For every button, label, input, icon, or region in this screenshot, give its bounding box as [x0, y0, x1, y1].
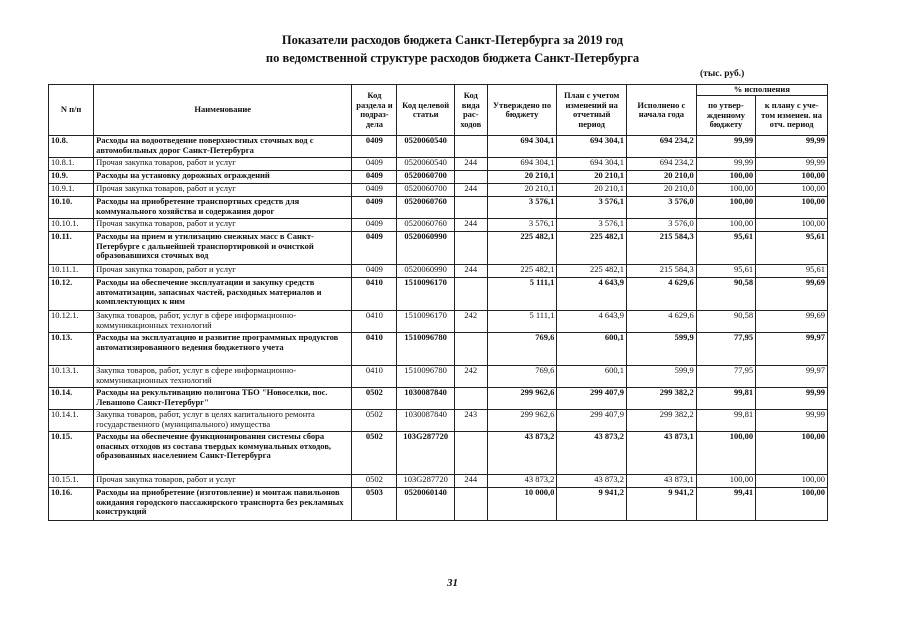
- cell-approved: 5 111,1: [487, 278, 557, 311]
- cell-vid: 244: [454, 265, 487, 278]
- table-row: [49, 171, 828, 184]
- table-row: [49, 410, 828, 432]
- cell-statia: 1030087840: [397, 410, 454, 432]
- cell-plan: 9 941,2: [557, 488, 627, 521]
- cell-executed: 20 210,0: [627, 184, 697, 197]
- cell-name: Прочая закупка товаров, работ и услуг: [94, 184, 352, 197]
- cell-statia: 0520060540: [397, 158, 454, 171]
- cell-vid: [454, 278, 487, 311]
- header-name: Наименование: [94, 85, 352, 136]
- table-row: [49, 136, 828, 158]
- cell-vid: [454, 171, 487, 184]
- table-row: [49, 488, 828, 521]
- cell-num: 10.13.1.: [49, 366, 94, 388]
- cell-pct-plan: 99,99: [756, 388, 828, 410]
- cell-pct-plan: 99,99: [756, 158, 828, 171]
- table-row: [49, 278, 828, 311]
- cell-num: 10.8.1.: [49, 158, 94, 171]
- cell-vid: 244: [454, 158, 487, 171]
- cell-num: 10.16.: [49, 488, 94, 521]
- cell-statia: 103G287720: [397, 475, 454, 488]
- cell-plan: 20 210,1: [557, 171, 627, 184]
- cell-name: Расходы на обеспечение эксплуатации и закупку средств автоматизации, запасных частей, расходных материалов и комплектующих к ним: [94, 278, 352, 311]
- cell-statia: 0520060700: [397, 184, 454, 197]
- cell-pct-approved: 100,00: [696, 219, 755, 232]
- cell-vid: [454, 232, 487, 265]
- cell-executed: 215 584,3: [627, 265, 697, 278]
- cell-vid: [454, 388, 487, 410]
- header-approved: Утверждено по бюджету: [487, 85, 557, 136]
- cell-plan: 225 482,1: [557, 265, 627, 278]
- cell-plan: 43 873,2: [557, 432, 627, 475]
- cell-num: 10.11.1.: [49, 265, 94, 278]
- table-row: [49, 366, 828, 388]
- cell-pct-plan: 99,69: [756, 311, 828, 333]
- report-subtitle: по ведомственной структуре расходов бюджета Санкт-Петербурга: [265, 51, 640, 65]
- cell-pct-plan: 100,00: [756, 475, 828, 488]
- cell-pct-plan: 99,99: [756, 136, 828, 158]
- cell-pct-plan: 100,00: [756, 197, 828, 219]
- cell-plan: 3 576,1: [557, 219, 627, 232]
- table-row: [49, 232, 828, 265]
- cell-name: Расходы на рекультивацию полигона ТБО "Новоселки, пос. Левашово Санкт-Петербург": [94, 388, 352, 410]
- cell-plan: 299 407,9: [557, 410, 627, 432]
- cell-executed: 599,9: [627, 333, 697, 366]
- cell-plan: 225 482,1: [557, 232, 627, 265]
- cell-razdel: 0410: [352, 311, 397, 333]
- header-vid: Код вида рас-ходов: [454, 85, 487, 136]
- cell-num: 10.13.: [49, 333, 94, 366]
- cell-razdel: 0502: [352, 388, 397, 410]
- header-plan: План с учетом изменений на отчетный период: [557, 85, 627, 136]
- cell-pct-approved: 99,99: [696, 158, 755, 171]
- header-statia: Код целевой статьи: [397, 85, 454, 136]
- cell-pct-plan: 100,00: [756, 184, 828, 197]
- cell-pct-approved: 99,81: [696, 388, 755, 410]
- cell-approved: 769,6: [487, 333, 557, 366]
- cell-vid: [454, 197, 487, 219]
- cell-approved: 225 482,1: [487, 232, 557, 265]
- cell-pct-approved: 77,95: [696, 366, 755, 388]
- cell-approved: 10 000,0: [487, 488, 557, 521]
- cell-pct-approved: 100,00: [696, 475, 755, 488]
- cell-razdel: 0502: [352, 410, 397, 432]
- table-row: [49, 311, 828, 333]
- cell-statia: 0520060700: [397, 171, 454, 184]
- cell-num: 10.12.: [49, 278, 94, 311]
- cell-pct-plan: 99,97: [756, 366, 828, 388]
- cell-statia: 1030087840: [397, 388, 454, 410]
- cell-pct-plan: 100,00: [756, 432, 828, 475]
- cell-executed: 43 873,1: [627, 475, 697, 488]
- header-percent-approved: по утвер-жденному бюджету: [696, 96, 755, 136]
- cell-razdel: 0409: [352, 265, 397, 278]
- cell-statia: 103G287720: [397, 432, 454, 475]
- cell-plan: 299 407,9: [557, 388, 627, 410]
- cell-name: Расходы на водоотведение поверхностных сточных вод с автомобильных дорог Санкт-Петербурга: [94, 136, 352, 158]
- cell-executed: 4 629,6: [627, 311, 697, 333]
- cell-name: Закупка товаров, работ, услуг в сфере информационно-коммуникационных технологий: [94, 366, 352, 388]
- cell-num: 10.8.: [49, 136, 94, 158]
- cell-statia: 1510096780: [397, 366, 454, 388]
- cell-pct-approved: 77,95: [696, 333, 755, 366]
- table-row: [49, 475, 828, 488]
- expenses-table: [48, 84, 828, 521]
- cell-name: Расходы на эксплуатацию и развитие программных продуктов автоматизированного ведения бюджетного учета: [94, 333, 352, 366]
- cell-razdel: 0503: [352, 488, 397, 521]
- cell-razdel: 0409: [352, 232, 397, 265]
- cell-executed: 215 584,3: [627, 232, 697, 265]
- cell-approved: 43 873,2: [487, 432, 557, 475]
- table-row: [49, 388, 828, 410]
- cell-vid: 242: [454, 366, 487, 388]
- cell-plan: 43 873,2: [557, 475, 627, 488]
- cell-num: 10.10.: [49, 197, 94, 219]
- cell-statia: 0520060990: [397, 265, 454, 278]
- cell-num: 10.14.1.: [49, 410, 94, 432]
- cell-num: 10.11.: [49, 232, 94, 265]
- cell-approved: 299 962,6: [487, 388, 557, 410]
- table-row: [49, 219, 828, 232]
- cell-razdel: 0409: [352, 158, 397, 171]
- cell-razdel: 0409: [352, 184, 397, 197]
- cell-razdel: 0409: [352, 171, 397, 184]
- cell-razdel: 0502: [352, 432, 397, 475]
- header-percent-plan: к плану с уче-том изменен. на отч. период: [756, 96, 828, 136]
- cell-approved: 3 576,1: [487, 197, 557, 219]
- cell-pct-approved: 90,58: [696, 311, 755, 333]
- cell-name: Прочая закупка товаров, работ и услуг: [94, 158, 352, 171]
- header-executed: Исполнено с начала года: [627, 85, 697, 136]
- cell-razdel: 0410: [352, 366, 397, 388]
- cell-approved: 43 873,2: [487, 475, 557, 488]
- cell-name: Расходы на прием и утилизацию снежных масс в Санкт-Петербурге с дальнейшей транспортировкой и очисткой образовавшихся сточных вод: [94, 232, 352, 265]
- cell-executed: 299 382,2: [627, 388, 697, 410]
- cell-vid: 244: [454, 219, 487, 232]
- cell-pct-approved: 100,00: [696, 171, 755, 184]
- cell-executed: 4 629,6: [627, 278, 697, 311]
- cell-vid: [454, 333, 487, 366]
- cell-pct-plan: 95,61: [756, 265, 828, 278]
- cell-plan: 600,1: [557, 333, 627, 366]
- units-label: (тыс. руб.): [700, 69, 745, 79]
- cell-razdel: 0409: [352, 197, 397, 219]
- cell-plan: 20 210,1: [557, 184, 627, 197]
- cell-razdel: 0502: [352, 475, 397, 488]
- table-row: [49, 432, 828, 475]
- cell-plan: 600,1: [557, 366, 627, 388]
- cell-executed: 9 941,2: [627, 488, 697, 521]
- page-number: 31: [447, 577, 458, 589]
- cell-executed: 694 234,2: [627, 158, 697, 171]
- cell-plan: 3 576,1: [557, 197, 627, 219]
- cell-statia: 1510096170: [397, 311, 454, 333]
- table-row: [49, 197, 828, 219]
- table-row: [49, 265, 828, 278]
- header-razdel: Код раздела и подраз-дела: [352, 85, 397, 136]
- cell-vid: 244: [454, 475, 487, 488]
- cell-num: 10.12.1.: [49, 311, 94, 333]
- cell-approved: 5 111,1: [487, 311, 557, 333]
- header-num: N п/п: [49, 85, 94, 136]
- cell-name: Закупка товаров, работ, услуг в целях капитального ремонта государственного (муниципального) имущества: [94, 410, 352, 432]
- cell-num: 10.14.: [49, 388, 94, 410]
- cell-num: 10.15.: [49, 432, 94, 475]
- cell-statia: 1510096780: [397, 333, 454, 366]
- table-row: [49, 184, 828, 197]
- cell-approved: 694 304,1: [487, 158, 557, 171]
- cell-executed: 43 873,1: [627, 432, 697, 475]
- cell-pct-plan: 95,61: [756, 232, 828, 265]
- cell-statia: 1510096170: [397, 278, 454, 311]
- cell-statia: 0520060140: [397, 488, 454, 521]
- cell-plan: 4 643,9: [557, 311, 627, 333]
- cell-num: 10.15.1.: [49, 475, 94, 488]
- cell-name: Прочая закупка товаров, работ и услуг: [94, 475, 352, 488]
- cell-executed: 3 576,0: [627, 197, 697, 219]
- cell-num: 10.9.: [49, 171, 94, 184]
- cell-approved: 299 962,6: [487, 410, 557, 432]
- cell-pct-approved: 90,58: [696, 278, 755, 311]
- report-title: Показатели расходов бюджета Санкт-Петербурга за 2019 год: [281, 33, 624, 47]
- cell-name: Расходы на обеспечение функционирования системы сбора опасных отходов из состава твердых коммунальных отходов, образованных населением Санкт-Петербурга: [94, 432, 352, 475]
- cell-plan: 694 304,1: [557, 158, 627, 171]
- cell-approved: 225 482,1: [487, 265, 557, 278]
- cell-razdel: 0410: [352, 278, 397, 311]
- cell-razdel: 0409: [352, 219, 397, 232]
- cell-approved: 769,6: [487, 366, 557, 388]
- cell-pct-plan: 99,69: [756, 278, 828, 311]
- cell-pct-approved: 95,61: [696, 232, 755, 265]
- cell-name: Расходы на приобретение (изготовление) и монтаж павильонов ожидания городского пассажирского транспорта без рекламных конструкций: [94, 488, 352, 521]
- cell-razdel: 0409: [352, 136, 397, 158]
- cell-pct-plan: 99,99: [756, 410, 828, 432]
- cell-pct-approved: 99,41: [696, 488, 755, 521]
- cell-vid: [454, 136, 487, 158]
- cell-pct-plan: 100,00: [756, 488, 828, 521]
- cell-pct-approved: 100,00: [696, 184, 755, 197]
- cell-pct-approved: 99,99: [696, 136, 755, 158]
- cell-num: 10.10.1.: [49, 219, 94, 232]
- cell-pct-approved: 99,81: [696, 410, 755, 432]
- cell-statia: 0520060990: [397, 232, 454, 265]
- cell-vid: [454, 488, 487, 521]
- cell-razdel: 0410: [352, 333, 397, 366]
- cell-pct-plan: 99,97: [756, 333, 828, 366]
- cell-executed: 3 576,0: [627, 219, 697, 232]
- cell-statia: 0520060540: [397, 136, 454, 158]
- header-percent: % исполнения: [696, 85, 827, 96]
- cell-approved: 3 576,1: [487, 219, 557, 232]
- cell-pct-plan: 100,00: [756, 171, 828, 184]
- cell-name: Расходы на приобретение транспортных средств для коммунального хозяйства и содержания дорог: [94, 197, 352, 219]
- cell-pct-approved: 100,00: [696, 197, 755, 219]
- cell-executed: 20 210,0: [627, 171, 697, 184]
- cell-statia: 0520060760: [397, 197, 454, 219]
- cell-statia: 0520060760: [397, 219, 454, 232]
- table-body: [49, 136, 828, 521]
- cell-plan: 694 304,1: [557, 136, 627, 158]
- cell-name: Прочая закупка товаров, работ и услуг: [94, 219, 352, 232]
- cell-executed: 299 382,2: [627, 410, 697, 432]
- cell-name: Закупка товаров, работ, услуг в сфере информационно-коммуникационных технологий: [94, 311, 352, 333]
- cell-pct-approved: 95,61: [696, 265, 755, 278]
- cell-plan: 4 643,9: [557, 278, 627, 311]
- cell-pct-plan: 100,00: [756, 219, 828, 232]
- cell-vid: 242: [454, 311, 487, 333]
- cell-name: Прочая закупка товаров, работ и услуг: [94, 265, 352, 278]
- cell-approved: 694 304,1: [487, 136, 557, 158]
- cell-executed: 694 234,2: [627, 136, 697, 158]
- cell-vid: [454, 432, 487, 475]
- cell-vid: 244: [454, 184, 487, 197]
- cell-executed: 599,9: [627, 366, 697, 388]
- table-row: [49, 333, 828, 366]
- cell-approved: 20 210,1: [487, 184, 557, 197]
- cell-approved: 20 210,1: [487, 171, 557, 184]
- cell-vid: 243: [454, 410, 487, 432]
- cell-pct-approved: 100,00: [696, 432, 755, 475]
- cell-num: 10.9.1.: [49, 184, 94, 197]
- table-row: [49, 158, 828, 171]
- cell-name: Расходы на установку дорожных ограждений: [94, 171, 352, 184]
